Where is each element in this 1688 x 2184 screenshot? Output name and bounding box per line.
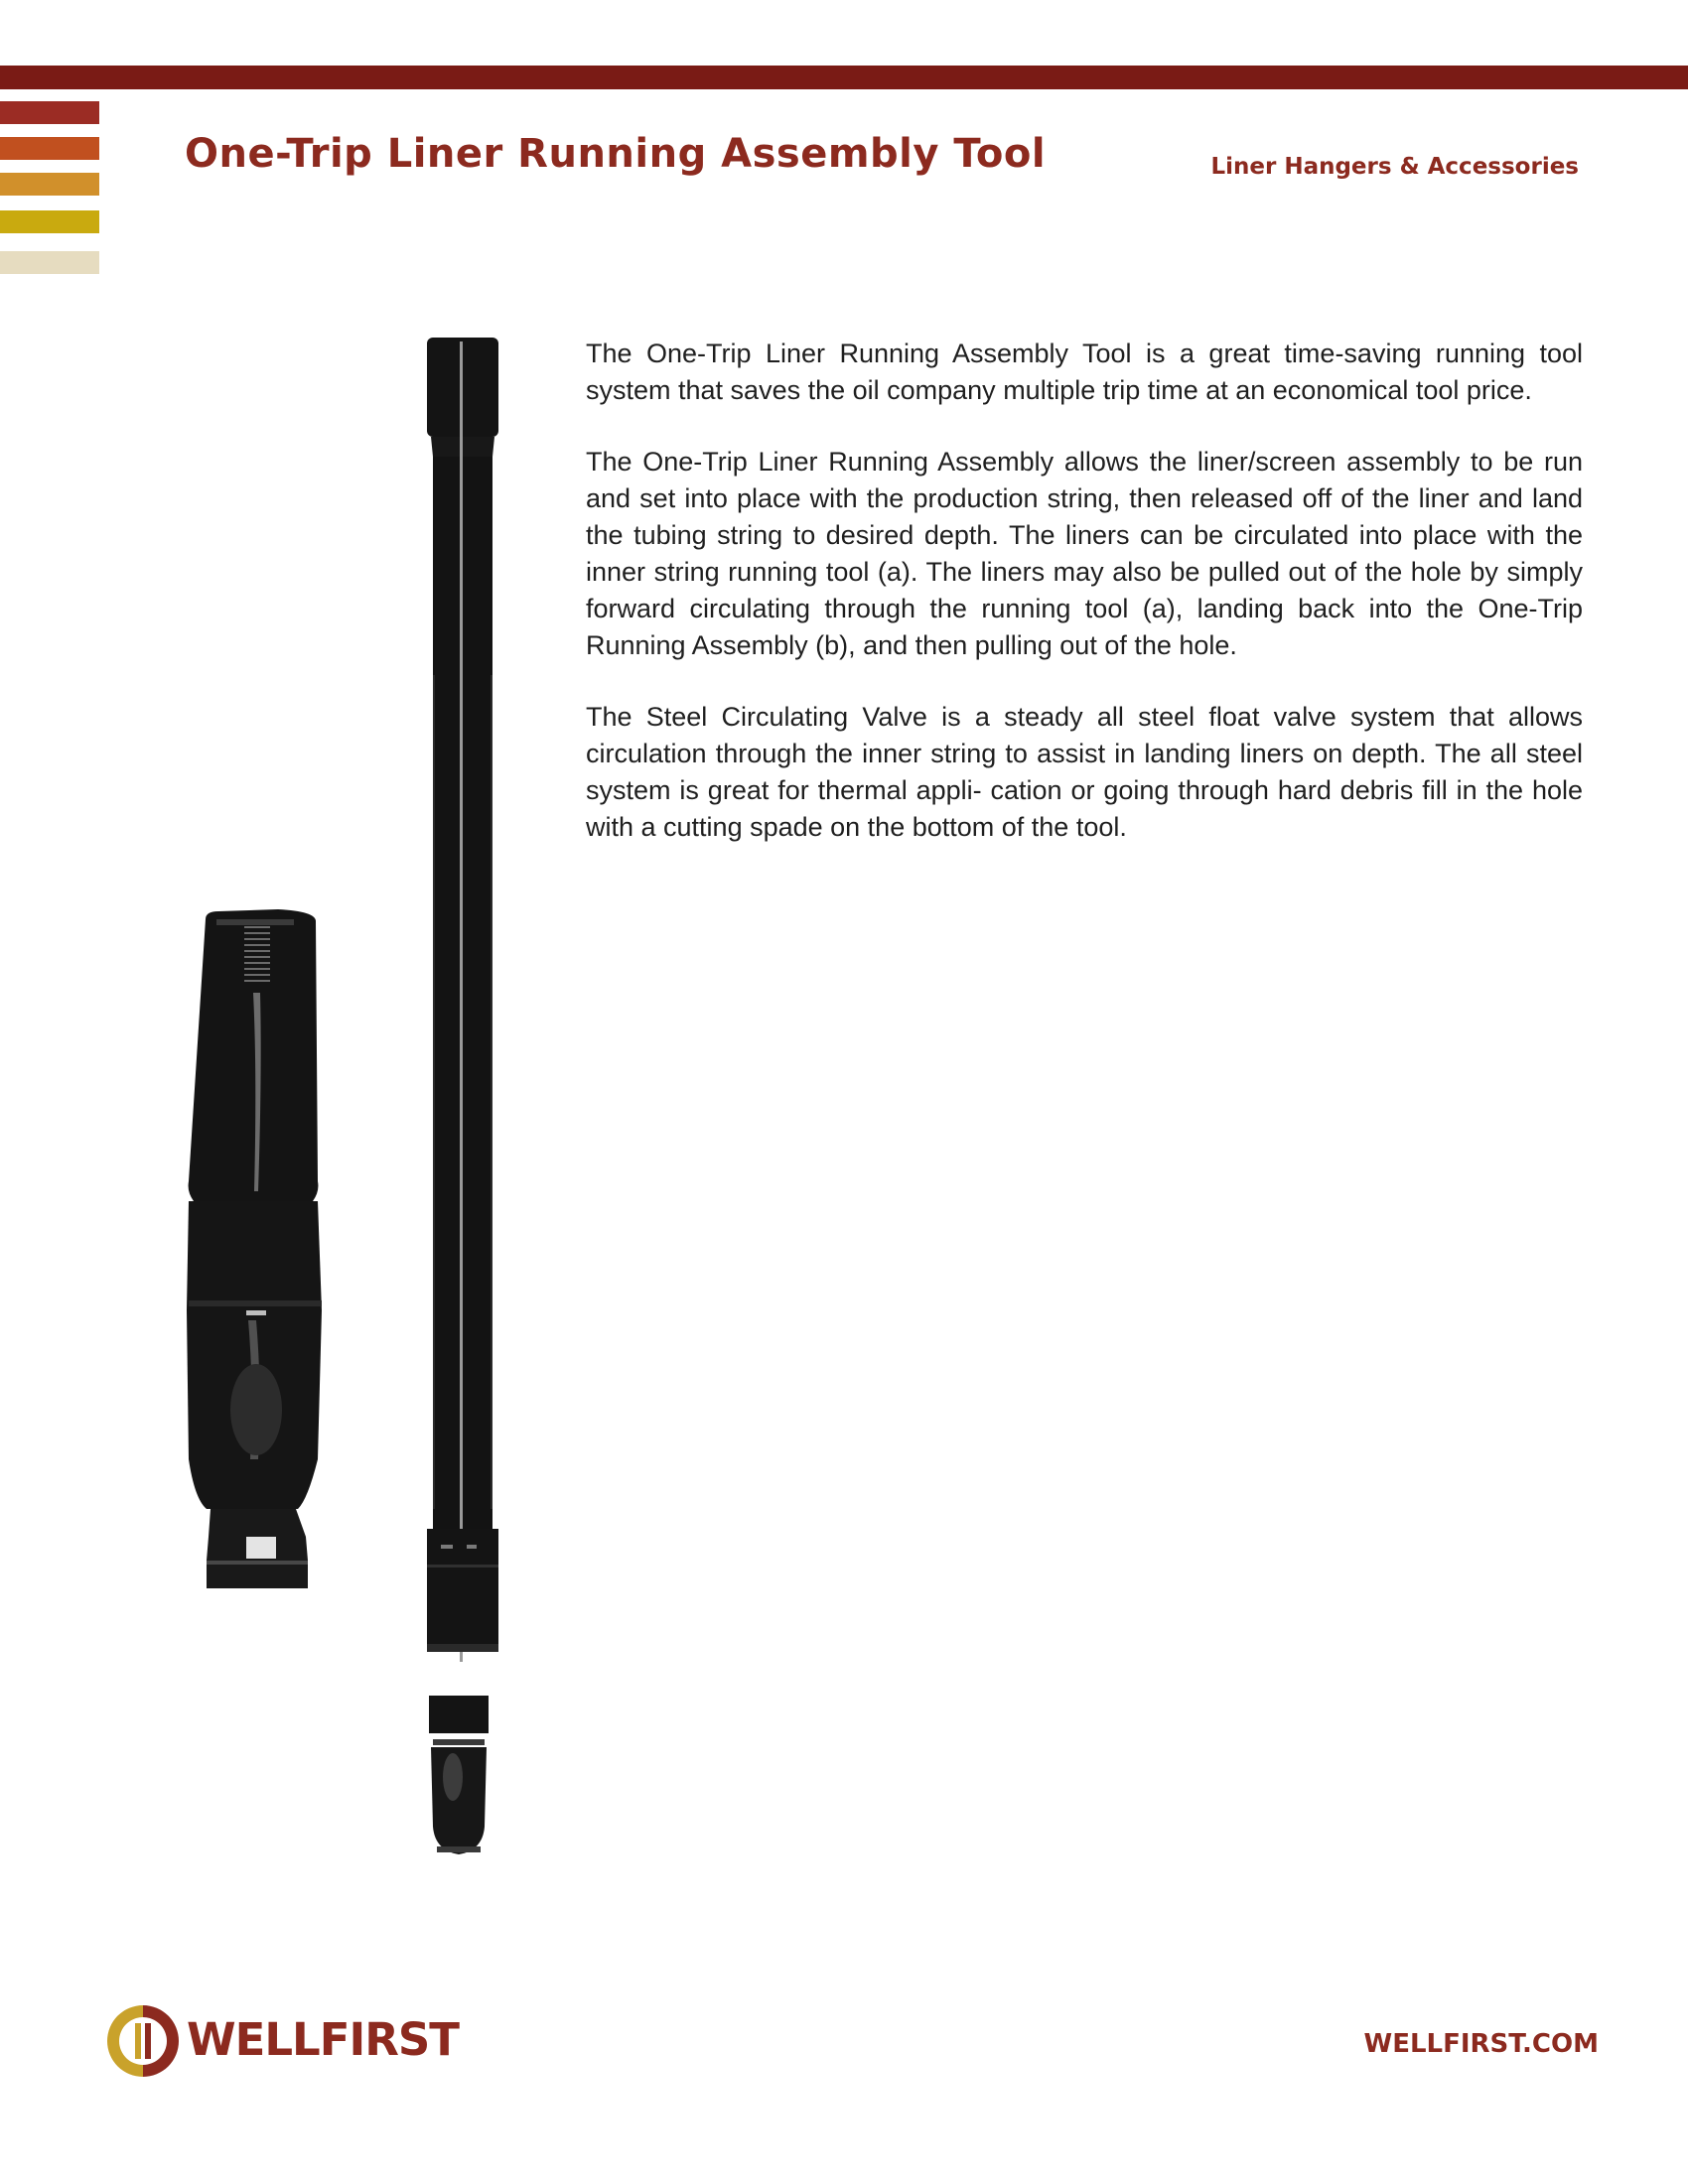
paragraph-valve: The Steel Circulating Valve is a steady all steel float valve system that allows circulation through the inner string to assist in landing liners on depth. The all steel system is great for thermal appli- cation or going through hard debris fill in the hole with a cutting spade on the bottom of the tool.	[586, 702, 1583, 842]
accent-stripe-2	[0, 137, 99, 160]
wellfirst-logo	[105, 1999, 463, 2089]
top-accent-bar	[0, 66, 1688, 89]
page-title: One-Trip Liner Running Assembly Tool	[185, 131, 1047, 177]
paragraph-intro: The One-Trip Liner Running Assembly Tool is a great time-saving running tool system that saves the oil company multiple trip time at an economical tool price.	[586, 339, 1583, 405]
logo-wordmark: WELLFIRST	[187, 2013, 459, 2066]
tool-product-image	[159, 318, 556, 1946]
website-link[interactable]: WELLFIRST.COM	[1363, 2029, 1599, 2059]
category-label: Liner Hangers & Accessories	[1210, 154, 1579, 180]
wellfirst-emblem-icon	[105, 2003, 181, 2079]
description-text	[586, 336, 1583, 881]
steel-circulating-valve	[429, 1696, 489, 1854]
running-assembly-tool-b	[187, 909, 322, 1588]
accent-stripe-1	[0, 101, 99, 124]
accent-stripe-5	[0, 251, 99, 274]
accent-stripe-4	[0, 210, 99, 233]
paragraph-assembly: The One-Trip Liner Running Assembly allows the liner/screen assembly to be run and set into place with the production string, then released off of the liner and land the tubing string to desired depth. The liners can be circulated into place with the inner string running tool (a). The liners may also be pulled out of the hole by simply forward circulating through the running tool (a), landing back into the One-Trip Running Assembly (b), and then pulling out of the hole.	[586, 447, 1583, 660]
accent-stripe-3	[0, 173, 99, 196]
inner-string-running-tool-a	[427, 338, 498, 1662]
